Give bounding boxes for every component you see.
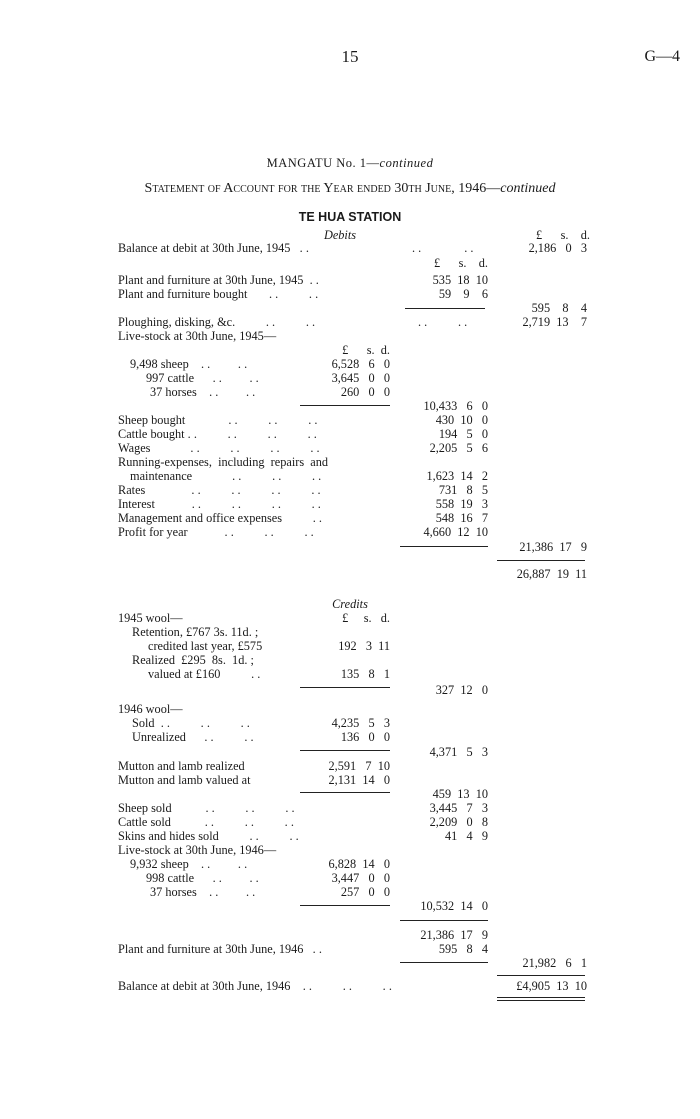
credits-col-head: £ s. d.	[342, 611, 390, 625]
debit-profit-label: Profit for year . . . . . .	[118, 525, 314, 539]
rule	[405, 308, 485, 309]
credit-mutton-valued-label: Mutton and lamb valued at	[118, 773, 251, 787]
debit-sheep-bought-label: Sheep bought . . . . . .	[118, 413, 318, 427]
debit-livestock-total: 10,433 6 0	[423, 399, 488, 413]
debit-balance-dots: . . . .	[412, 241, 474, 255]
credit-balance-value: £4,905 13 10	[516, 979, 587, 993]
credit-wool46-label: 1946 wool—	[118, 702, 183, 716]
debit-wages-value: 2,205 5 6	[429, 441, 488, 455]
section-title-continued: continued	[379, 156, 434, 170]
debit-livestock-sheep-value: 6,528 6 0	[331, 357, 390, 371]
credit-mutton-total: 459 13 10	[432, 787, 488, 801]
debit-ploughing-value: 2,719 13 7	[522, 315, 587, 329]
credit-retention-line-2: credited last year, £575	[148, 639, 263, 653]
debit-livestock-cattle-label: 997 cattle . . . .	[146, 371, 259, 385]
debit-livestock-horses-value: 260 0 0	[340, 385, 390, 399]
debit-management-label: Management and office expenses . .	[118, 511, 322, 525]
debit-wages-label: Wages . . . . . . . .	[118, 441, 320, 455]
document-reference: G—4	[644, 48, 680, 65]
statement-title-continued: continued	[500, 181, 556, 196]
page-number: 15	[341, 47, 359, 66]
credit-unrealized-label: Unrealized . . . .	[132, 730, 254, 744]
credit-total: 21,982 6 1	[522, 956, 587, 970]
debit-cattle-bought-value: 194 5 0	[438, 427, 488, 441]
rule	[300, 687, 390, 688]
credit-livestock-sheep-value: 6,828 14 0	[328, 857, 390, 871]
credit-retention-value: 192 3 11	[338, 639, 390, 653]
credit-skins-sold-label: Skins and hides sold . . . .	[118, 829, 299, 843]
credit-retention-line-1: Retention, £767 3s. 11d. ;	[132, 625, 259, 639]
debits-col-head-left: £ s. d.	[342, 343, 390, 357]
debit-running-label-1: Running-expenses, including repairs and	[118, 455, 329, 469]
debit-livestock-cattle-value: 3,645 0 0	[331, 371, 390, 385]
debit-sheep-bought-value: 430 10 0	[435, 413, 488, 427]
credit-sold-value: 4,235 5 3	[331, 716, 390, 730]
rule	[300, 792, 390, 793]
debit-cattle-bought-label: Cattle bought . . . . . . . .	[118, 427, 317, 441]
rule	[497, 997, 585, 998]
credit-mutton-realized-value: 2,591 7 10	[328, 759, 390, 773]
rule	[300, 405, 390, 406]
debit-rates-value: 731 8 5	[438, 483, 488, 497]
credits-heading: Credits	[332, 597, 368, 611]
credit-livestock-cattle-label: 998 cattle . . . .	[146, 871, 259, 885]
credit-plant-value: 595 8 4	[438, 942, 488, 956]
debits-col-head-mid: £ s. d.	[434, 256, 488, 270]
debit-plant-bought-value: 59 9 6	[438, 287, 488, 301]
debit-balance-label: Balance at debit at 30th June, 1945 . .	[118, 241, 309, 255]
debit-ploughing-label: Ploughing, disking, &c. . . . .	[118, 315, 316, 329]
statement-title	[40, 182, 660, 196]
debit-management-value: 548 16 7	[435, 511, 488, 525]
credit-mutton-realized-label: Mutton and lamb realized	[118, 759, 245, 773]
debit-ploughing-dots: . . . .	[418, 315, 468, 329]
debit-plant-total: 595 8 4	[531, 301, 587, 315]
credit-skins-sold-value: 41 4 9	[444, 829, 488, 843]
rule	[300, 750, 390, 751]
credit-wool45-total: 327 12 0	[435, 683, 488, 697]
rule	[497, 560, 585, 561]
debit-livestock-label: Live-stock at 30th June, 1945—	[118, 329, 277, 343]
rule	[400, 962, 488, 963]
rule	[400, 920, 488, 921]
credit-cattle-sold-value: 2,209 0 8	[429, 815, 488, 829]
section-title-main: MANGATU No. 1—	[266, 156, 380, 170]
section-title	[150, 156, 550, 170]
debits-heading: Debits	[323, 228, 357, 242]
credit-wool45-label: 1945 wool—	[118, 611, 183, 625]
credit-livestock-horses-value: 257 0 0	[340, 885, 390, 899]
debit-running-label-2: maintenance . . . . . .	[130, 469, 322, 483]
rule	[400, 546, 488, 547]
credit-balance-label: Balance at debit at 30th June, 1946 . . . . . .	[118, 979, 392, 993]
statement-title-main: Statement of Account for the Year ended 30th June, 1946—	[144, 181, 501, 196]
credit-wool46-total: 4,371 5 3	[429, 745, 488, 759]
rule	[497, 1000, 585, 1001]
credit-sheep-sold-value: 3,445 7 3	[429, 801, 488, 815]
credit-livestock-sheep-label: 9,932 sheep . . . .	[130, 857, 248, 871]
credit-livestock-label: Live-stock at 30th June, 1946—	[118, 843, 277, 857]
credit-cattle-sold-label: Cattle sold . . . . . .	[118, 815, 294, 829]
credit-mutton-valued-value: 2,131 14 0	[328, 773, 390, 787]
debit-interest-label: Interest . . . . . . . .	[118, 497, 321, 511]
debit-total: 26,887 19 11	[516, 567, 587, 581]
debit-running-value: 1,623 14 2	[426, 469, 488, 483]
debit-subtotal: 21,386 17 9	[519, 540, 587, 554]
credit-livestock-total: 10,532 14 0	[420, 899, 488, 913]
credit-livestock-horses-label: 37 horses . . . .	[150, 885, 256, 899]
debit-interest-value: 558 19 3	[435, 497, 488, 511]
debit-rates-label: Rates . . . . . . . .	[118, 483, 321, 497]
station-title: TE HUA STATION	[298, 210, 402, 224]
credit-running-total: 21,386 17 9	[420, 928, 488, 942]
debit-plant-label: Plant and furniture at 30th June, 1945 . .	[118, 273, 319, 287]
debit-livestock-sheep-label: 9,498 sheep . . . .	[130, 357, 248, 371]
credit-realized-line-1: Realized £295 8s. 1d. ;	[132, 653, 254, 667]
debit-profit-value: 4,660 12 10	[423, 525, 488, 539]
debit-plant-value: 535 18 10	[432, 273, 488, 287]
credit-realized-line-2: valued at £160 . .	[148, 667, 261, 681]
credit-sheep-sold-label: Sheep sold . . . . . .	[118, 801, 295, 815]
debit-livestock-horses-label: 37 horses . . . .	[150, 385, 256, 399]
debits-col-head-right: £ s. d.	[536, 228, 590, 242]
debit-plant-bought-label: Plant and furniture bought . . . .	[118, 287, 319, 301]
rule	[300, 905, 390, 906]
rule	[497, 975, 585, 976]
credit-sold-label: Sold . . . . . .	[132, 716, 250, 730]
credit-plant-label: Plant and furniture at 30th June, 1946 . .	[118, 942, 322, 956]
credit-unrealized-value: 136 0 0	[340, 730, 390, 744]
credit-livestock-cattle-value: 3,447 0 0	[331, 871, 390, 885]
credit-realized-value: 135 8 1	[340, 667, 390, 681]
debit-balance-value: 2,186 0 3	[528, 241, 587, 255]
